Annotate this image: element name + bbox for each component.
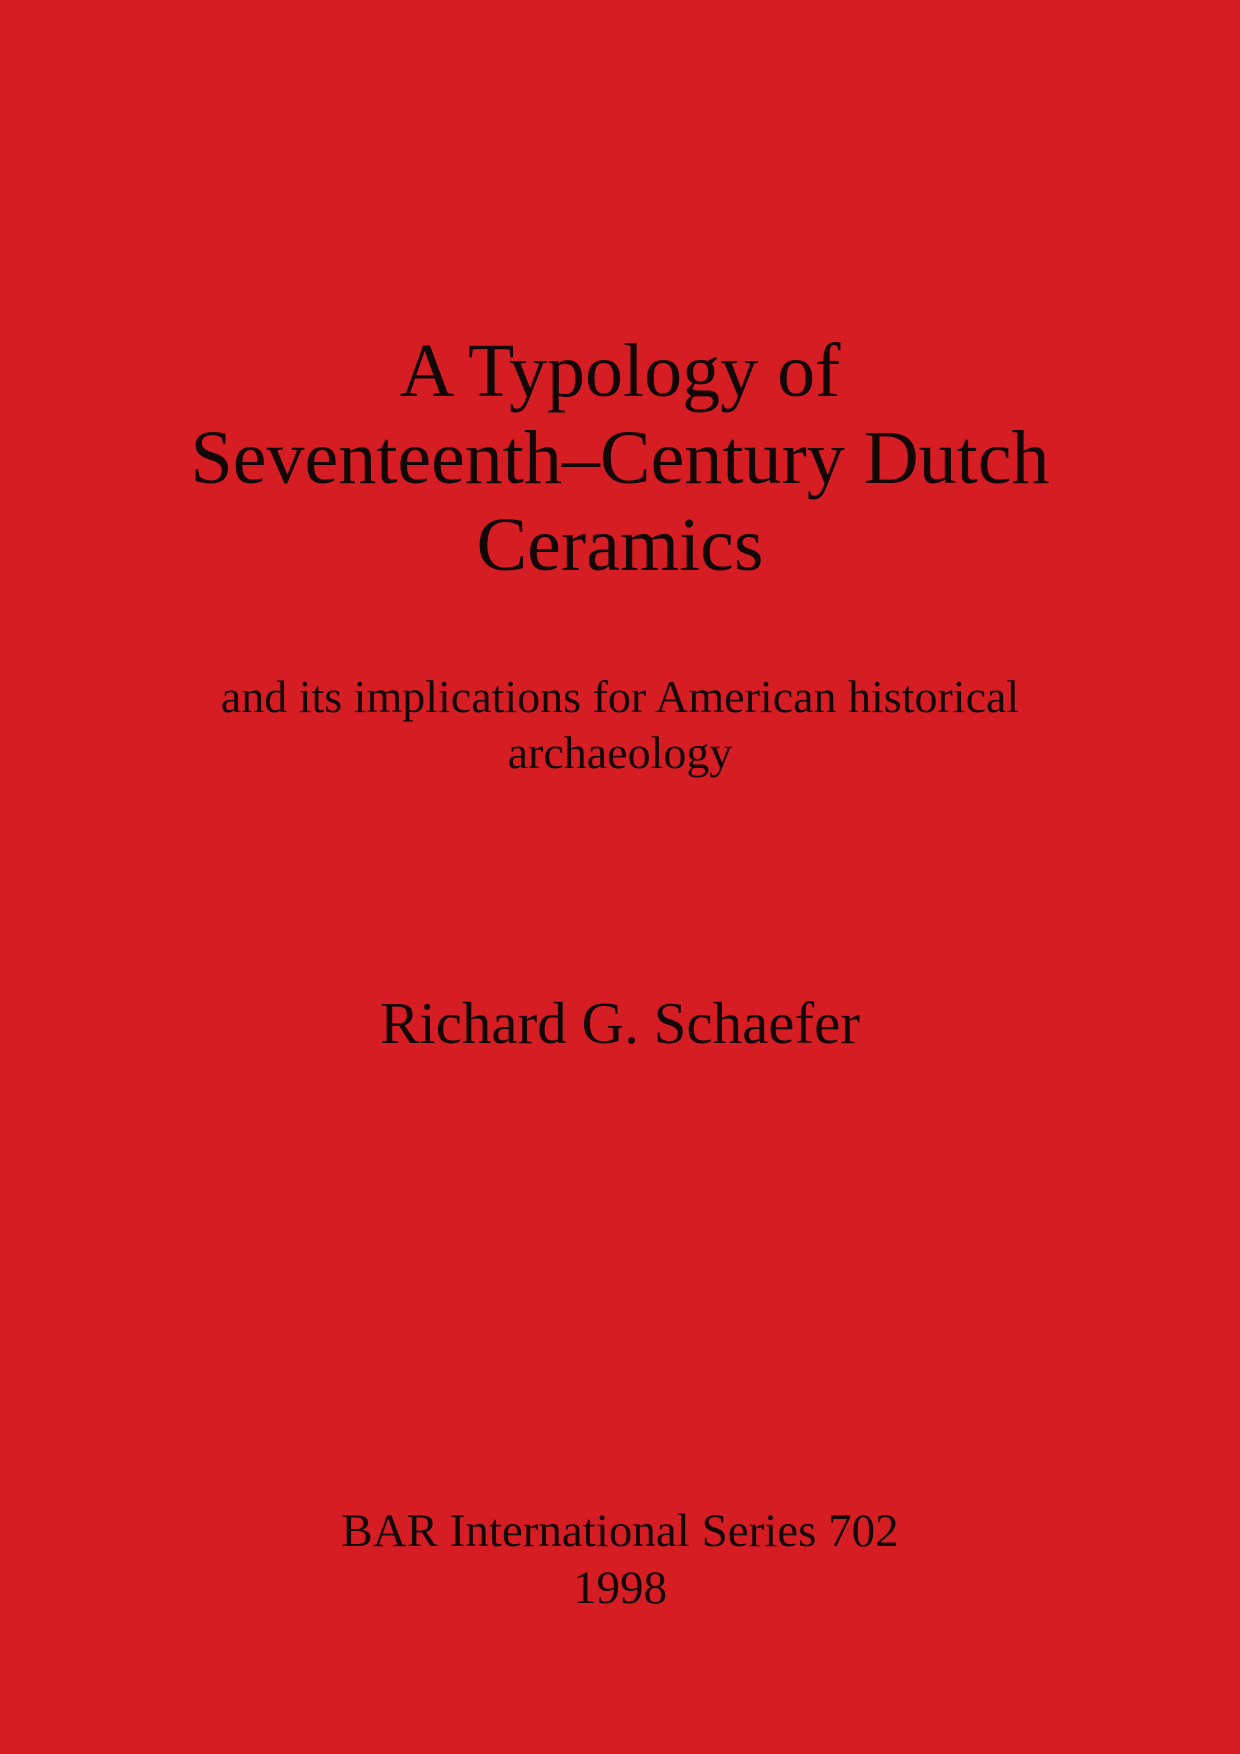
series-info [0,1503,1240,1617]
book-title [0,328,1240,589]
book-subtitle [0,669,1240,781]
publication-year: 1998 [573,1562,667,1614]
series-name: BAR International Series 702 [341,1505,899,1557]
title-line-2: Seventeenth–Century Dutch [190,416,1050,500]
subtitle-line-2: archaeology [507,727,733,778]
title-line-3: Ceramics [476,503,764,587]
title-line-1: A Typology of [399,329,841,413]
subtitle-line-1: and its implications for American historical [220,671,1020,722]
author-name: Richard G. Schaefer [380,990,860,1056]
